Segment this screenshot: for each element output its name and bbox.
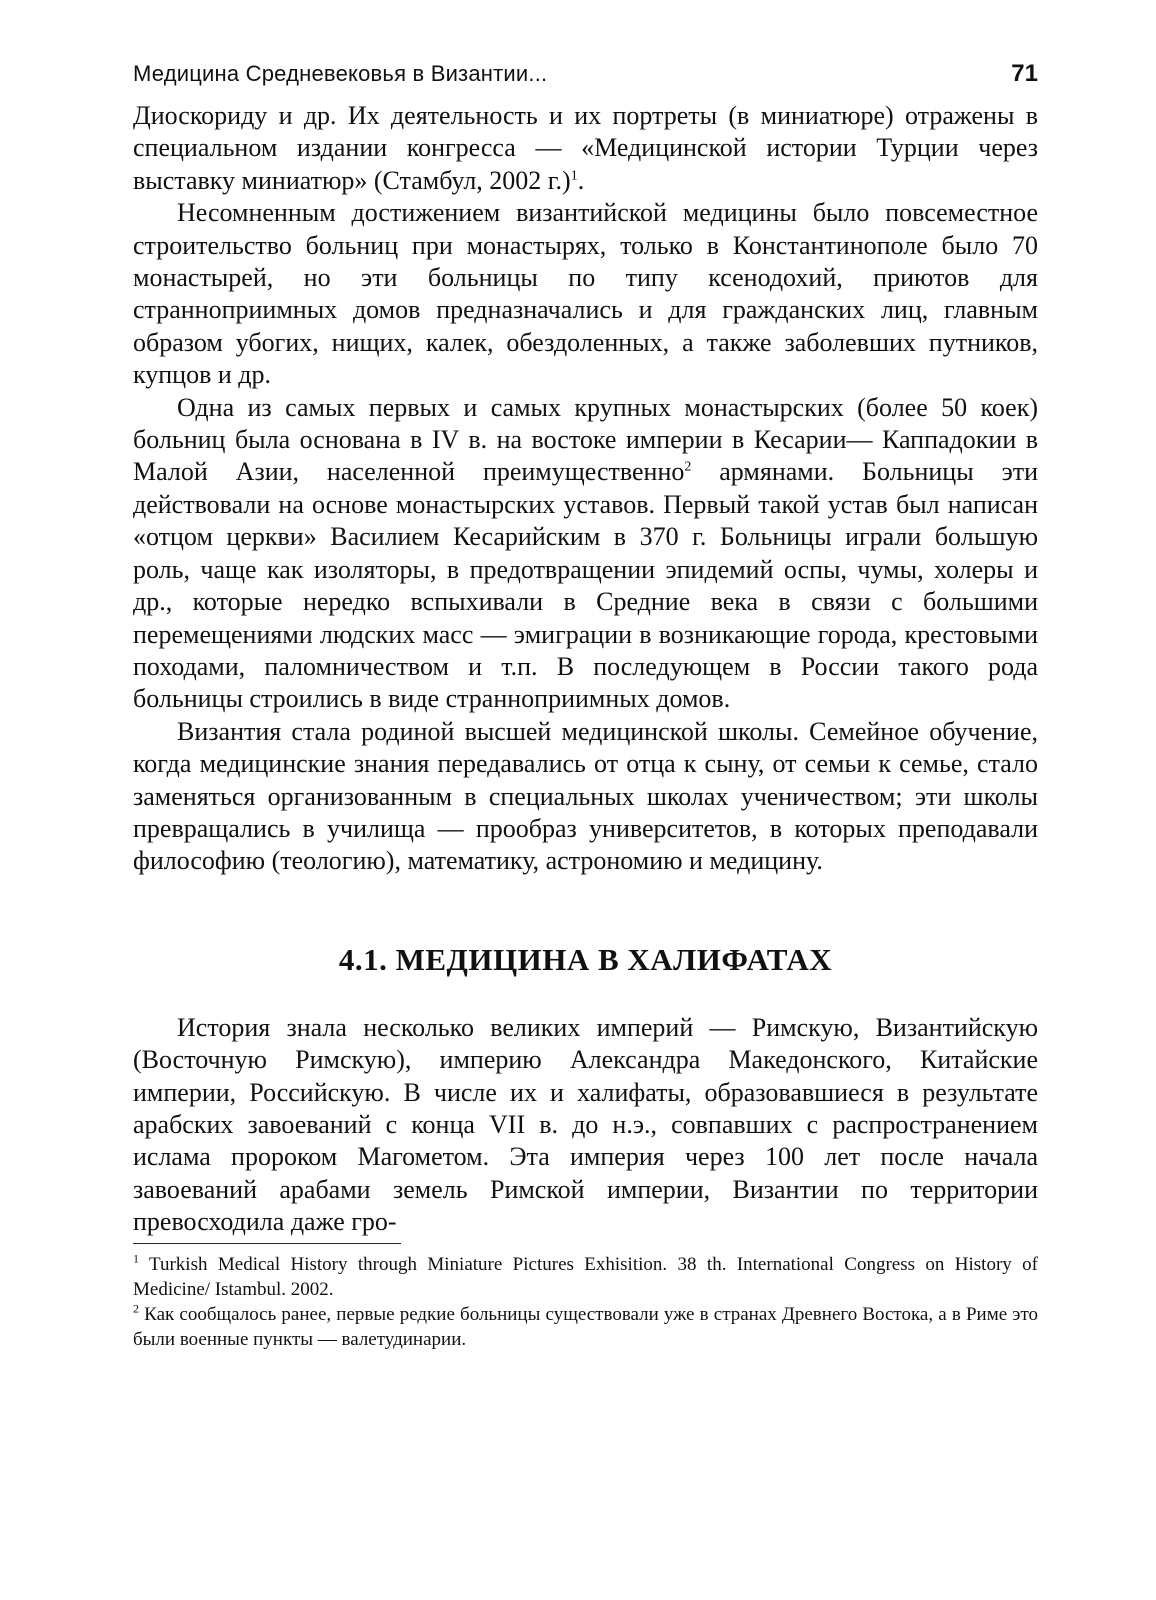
paragraph-empires: История знала несколько великих империй — Римскую, Византийскую (Восточную Римскую), империю Александра Македонского, Китайские империи, Российскую. В числе их и халифаты, образовавшиеся в результате арабских завоеваний с конца VII в. до н.э., совпавших с распространением ислама пророком Магометом. Эта империя через 100 лет после начала завоеваний арабами земель Римской империи, Византии по территории превосходила даже гро- xyxy=(133,1012,1038,1237)
paragraph-text-end: армянами. Больницы эти действовали на основе монастырских уставов. Первый такой устав был написан «отцом церкви» Василием Кесарийским в 370 г. Больницы играли большую роль, чаще как изоляторы, в предотвращении эпидемий оспы, чумы, холеры и др., которые нередко вспыхивали в Средние века в связи с большими перемещениями людских масс — эмиграции в возникающие города, крестовыми походами, паломничеством и т.п. В последующем в России такого рода больницы строились в виде странноприимных домов. xyxy=(133,457,1039,714)
paragraph-text-end: . xyxy=(577,165,585,195)
paragraph-text: Диоскориду и др. Их деятельность и их портреты (в миниатюре) отражены в специальном издании конгресса — «Медицинской истории Турции через выставку миниатюр» (Стамбул, 2002 г.) xyxy=(133,101,1038,195)
running-title: Медицина Средневековья в Византии... xyxy=(133,61,548,86)
book-page xyxy=(133,60,1038,1352)
footnote-mark: 1 xyxy=(133,1251,139,1266)
paragraph-caesarea xyxy=(133,392,1038,716)
paragraph-higher-school: Византия стала родиной высшей медицинской школы. Семейное обучение, когда медицинские знания передавались от отца к сыну, от семьи к семье, стало заменяться организованным в специальных школах ученичеством; эти школы превращались в училища — прообраз университетов, в которых преподавали философию (теологию), математику, астрономию и медицину. xyxy=(133,716,1038,876)
running-header xyxy=(133,60,1038,100)
footnote-mark: 2 xyxy=(133,1301,139,1316)
body-text xyxy=(133,100,1038,878)
footnotes xyxy=(133,1252,1038,1352)
footnote-2 xyxy=(133,1302,1038,1352)
section-body xyxy=(133,1012,1038,1239)
footnote-text: Как сообщалось ранее, первые редкие больницы существовали уже в странах Древнего Востока, а в Риме это были военные пункты — валетудинарии. xyxy=(133,1303,1039,1350)
footnote-reference: 2 xyxy=(684,459,692,475)
footnote-text: Turkish Medical History through Miniature Pictures Exhisition. 38 th. International Congress on History of Medicine/ Istambul. 2002. xyxy=(133,1253,1038,1300)
footnote-reference: 1 xyxy=(570,168,578,184)
section-heading: 4.1. МЕДИЦИНА В ХАЛИФАТАХ xyxy=(338,941,833,977)
paragraph-continued xyxy=(133,100,1038,197)
paragraph-hospitals: Несомненным достижением византийской медицины было повсеместное строительство больниц при монастырях, только в Константинополе было 70 монастырей, но эти больницы по типу ксенодохий, приютов для странноприимных домов предназначались и для гражданских лиц, главным образом убогих, нищих, калек, обездоленных, а также заболевших путников, купцов и др. xyxy=(133,198,1038,390)
paragraph-text: Одна из самых первых и самых крупных монастырских (более 50 коек) больниц была основана в IV в. на востоке империи в Кесарии— Каппадокии в Малой Азии, населенной преимущественно xyxy=(133,392,1038,487)
footnote-1 xyxy=(133,1252,1038,1302)
footnote-divider xyxy=(133,1243,401,1244)
page-number: 71 xyxy=(1011,60,1038,87)
